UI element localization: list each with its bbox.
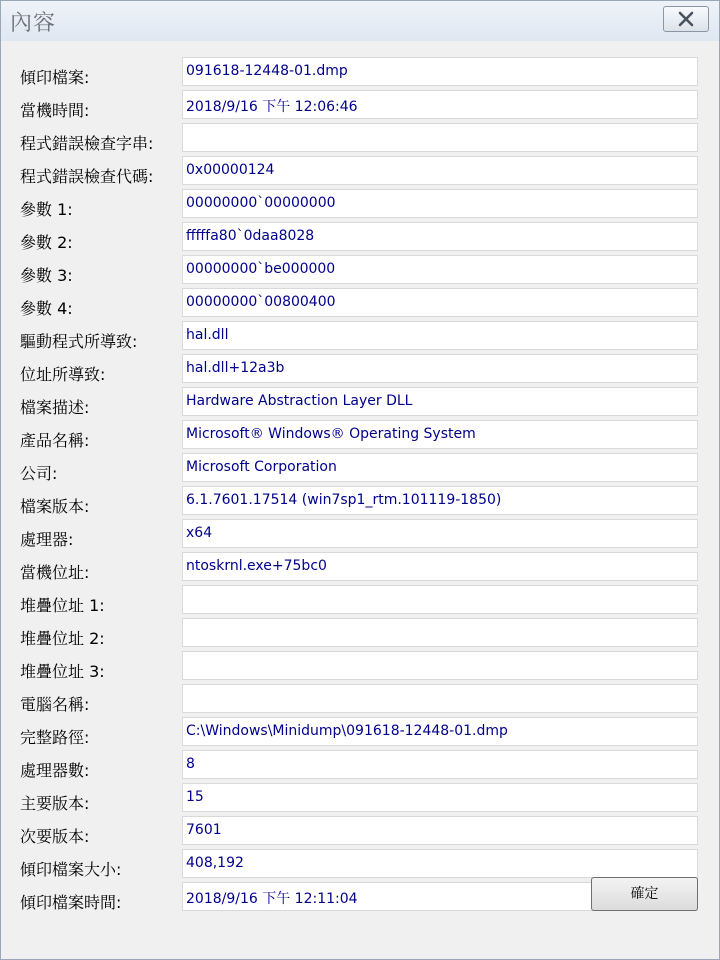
field-label: 產品名稱: [20, 431, 90, 450]
field-row-stack-address-1 [2, 585, 718, 618]
field-row-crash-time [2, 90, 718, 123]
field-row-processor [2, 519, 718, 552]
field-value[interactable]: Microsoft Corporation [182, 453, 698, 482]
field-value[interactable]: hal.dll+12a3b [182, 354, 698, 383]
field-label: 傾印檔案: [20, 68, 90, 87]
field-row-minor-version [2, 816, 718, 849]
field-label: 堆疊位址 2: [20, 629, 105, 648]
title-bar[interactable] [1, 1, 719, 41]
field-row-stack-address-3 [2, 651, 718, 684]
field-row-file-version [2, 486, 718, 519]
field-label: 參數 2: [20, 233, 73, 252]
field-value[interactable]: 2018/9/16 下午 12:11:04 [182, 882, 698, 911]
field-row-parameter-3 [2, 255, 718, 288]
field-value[interactable]: x64 [182, 519, 698, 548]
field-label: 檔案版本: [20, 497, 90, 516]
field-row-caused-by-driver [2, 321, 718, 354]
field-label: 處理器: [20, 530, 74, 549]
field-value[interactable]: 0x00000124 [182, 156, 698, 185]
close-icon [678, 11, 694, 27]
field-label: 參數 1: [20, 200, 73, 219]
field-value[interactable] [182, 123, 698, 152]
field-label: 驅動程式所導致: [20, 332, 138, 351]
field-value[interactable]: Hardware Abstraction Layer DLL [182, 387, 698, 416]
field-row-file-description [2, 387, 718, 420]
field-value[interactable] [182, 684, 698, 713]
field-label: 當機位址: [20, 563, 90, 582]
field-row-processor-count [2, 750, 718, 783]
field-label: 程式錯誤檢查字串: [20, 134, 154, 153]
field-value[interactable]: 00000000`be000000 [182, 255, 698, 284]
field-value[interactable]: 408,192 [182, 849, 698, 878]
field-row-bug-check-string [2, 123, 718, 156]
field-label: 傾印檔案大小: [20, 860, 122, 879]
field-label: 公司: [20, 464, 58, 483]
field-value[interactable]: 7601 [182, 816, 698, 845]
ok-button[interactable]: 確定 [591, 877, 698, 911]
field-row-crash-address [2, 552, 718, 585]
field-label: 傾印檔案時間: [20, 893, 122, 912]
field-label: 當機時間: [20, 101, 90, 120]
field-value[interactable]: ntoskrnl.exe+75bc0 [182, 552, 698, 581]
field-row-parameter-1 [2, 189, 718, 222]
field-row-computer-name [2, 684, 718, 717]
field-value[interactable]: Microsoft® Windows® Operating System [182, 420, 698, 449]
field-value[interactable]: 091618-12448-01.dmp [182, 57, 698, 86]
field-value[interactable]: 2018/9/16 下午 12:06:46 [182, 90, 698, 119]
field-value[interactable] [182, 585, 698, 614]
field-value[interactable]: 00000000`00800400 [182, 288, 698, 317]
field-value[interactable] [182, 618, 698, 647]
field-label: 參數 3: [20, 266, 73, 285]
properties-content [2, 42, 718, 958]
field-label: 堆疊位址 1: [20, 596, 105, 615]
field-row-major-version [2, 783, 718, 816]
field-value[interactable]: 8 [182, 750, 698, 779]
field-label: 位址所導致: [20, 365, 106, 384]
field-row-stack-address-2 [2, 618, 718, 651]
field-label: 完整路徑: [20, 728, 90, 747]
field-label: 處理器數: [20, 761, 90, 780]
field-row-parameter-2 [2, 222, 718, 255]
field-row-full-path [2, 717, 718, 750]
field-label: 程式錯誤檢查代碼: [20, 167, 154, 186]
field-label: 檔案描述: [20, 398, 90, 417]
dialog-title: 內容 [10, 11, 57, 36]
field-value[interactable]: 6.1.7601.17514 (win7sp1_rtm.101119-1850) [182, 486, 698, 515]
field-label: 堆疊位址 3: [20, 662, 105, 681]
field-label: 次要版本: [20, 827, 90, 846]
field-value[interactable]: 00000000`00000000 [182, 189, 698, 218]
field-label: 參數 4: [20, 299, 73, 318]
field-value[interactable]: 15 [182, 783, 698, 812]
field-value[interactable]: C:\Windows\Minidump\091618-12448-01.dmp [182, 717, 698, 746]
field-value[interactable]: hal.dll [182, 321, 698, 350]
field-label: 電腦名稱: [20, 695, 90, 714]
field-value[interactable]: fffffa80`0daa8028 [182, 222, 698, 251]
field-row-bug-check-code [2, 156, 718, 189]
field-row-product-name [2, 420, 718, 453]
field-value[interactable] [182, 651, 698, 680]
close-button[interactable] [663, 6, 709, 32]
field-row-dump-file [2, 57, 718, 90]
field-row-parameter-4 [2, 288, 718, 321]
field-row-company [2, 453, 718, 486]
field-label: 主要版本: [20, 794, 90, 813]
field-row-caused-by-address [2, 354, 718, 387]
